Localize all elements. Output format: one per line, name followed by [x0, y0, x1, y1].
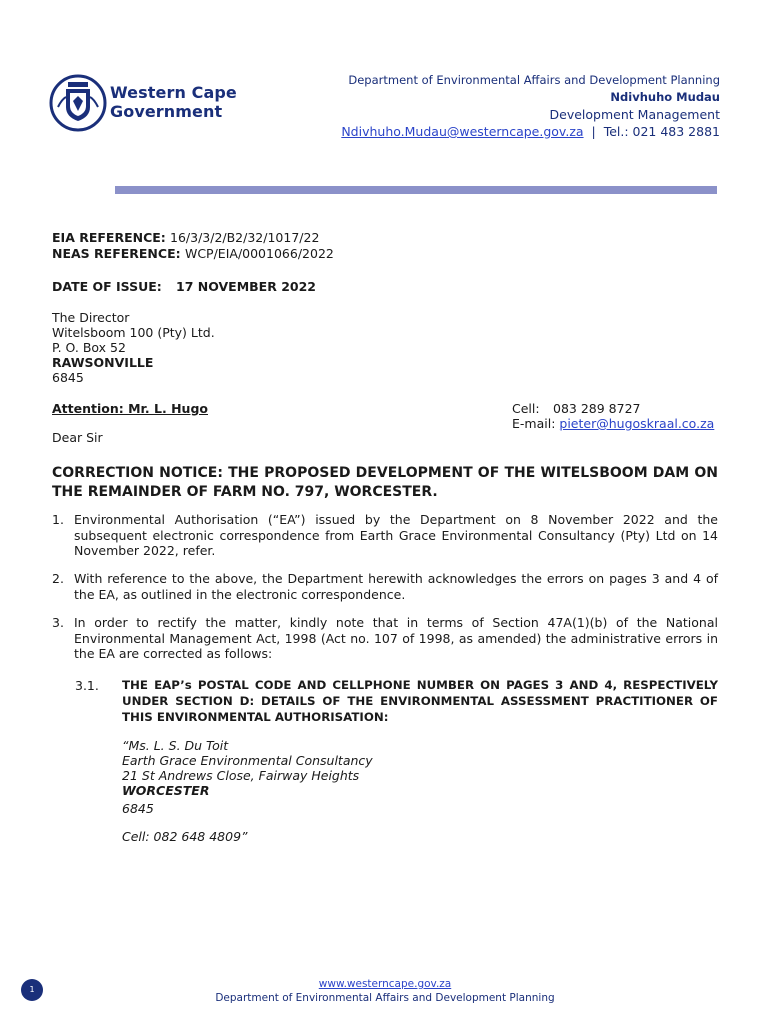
address-line: The Director	[52, 310, 130, 325]
coat-of-arms-icon	[48, 73, 108, 133]
logo-text-line2: Government	[110, 102, 223, 121]
cell-label: Cell:	[512, 401, 540, 416]
eia-reference-label: EIA REFERENCE:	[52, 230, 166, 245]
paragraph-item	[52, 615, 718, 662]
subparagraph-heading: THE EAP’s POSTAL CODE AND CELLPHONE NUMBER ON PAGES 3 AND 4, RESPECTIVELY UNDER SECTION D: DETAILS OF THE ENVIRONMENTAL ASSESSMENT PRACTITIONER OF THIS ENVIRONMENTAL AUTHORISATION:	[122, 678, 718, 724]
address-town: RAWSONVILLE	[52, 355, 154, 370]
email-label: E-mail:	[512, 416, 556, 431]
subparagraph-number: 3.1.	[75, 678, 99, 693]
salutation: Dear Sir	[52, 430, 103, 445]
footer-url-row	[0, 977, 770, 991]
paragraph-item	[52, 512, 718, 559]
date-of-issue-label: DATE OF ISSUE:	[52, 279, 162, 294]
paragraph-text: In order to rectify the matter, kindly note that in terms of Section 47A(1)(b) of the National Environmental Management Act, 1998 (Act no. 107 of 1998, as amended) the administrative errors in the EA are corrected as follows:	[74, 615, 718, 661]
footer-department: Department of Environmental Affairs and Development Planning	[215, 992, 555, 1004]
neas-reference-value: WCP/EIA/0001066/2022	[184, 246, 334, 261]
eia-reference-row	[52, 230, 319, 245]
attention-line: Attention: Mr. L. Hugo	[52, 401, 208, 416]
eap-cell: Cell: 082 648 4809”	[122, 829, 248, 844]
paragraph-number: 1.	[52, 512, 64, 527]
paragraph-number: 3.	[52, 615, 64, 630]
date-of-issue-row	[52, 279, 316, 294]
header-divider	[115, 186, 717, 194]
eap-town: WORCESTER	[122, 783, 210, 798]
neas-reference-label: NEAS REFERENCE:	[52, 246, 181, 261]
eia-reference-value: 16/3/3/2/B2/32/1017/22	[170, 230, 320, 245]
header-unit: Development Management	[549, 107, 720, 122]
eap-details	[122, 738, 373, 844]
date-of-issue-value: 17 NOVEMBER 2022	[176, 279, 316, 294]
page-number-badge: 1	[21, 979, 43, 1001]
eap-postcode: 6845	[122, 801, 154, 816]
header-separator: |	[591, 124, 596, 139]
attention-email	[512, 416, 714, 431]
address-line: Witelsboom 100 (Pty) Ltd.	[52, 325, 215, 340]
header-email-link[interactable]: Ndivhuho.Mudau@westerncape.gov.za	[341, 124, 584, 139]
footer-website-link[interactable]: www.westerncape.gov.za	[318, 978, 452, 990]
eap-company: Earth Grace Environmental Consultancy	[122, 753, 373, 768]
header-contact-line	[341, 123, 720, 140]
header-contact-name: Ndivhuho Mudau	[610, 90, 720, 104]
address-postcode: 6845	[52, 370, 84, 385]
header-tel: Tel.: 021 483 2881	[603, 124, 720, 139]
paragraph-number: 2.	[52, 571, 64, 586]
notice-title: CORRECTION NOTICE: THE PROPOSED DEVELOPMENT OF THE WITELSBOOM DAM ON THE REMAINDER OF FARM NO. 797, WORCESTER.	[52, 465, 718, 500]
government-logo	[48, 73, 248, 133]
eap-name: “Ms. L. S. Du Toit	[122, 738, 229, 753]
paragraph-text: With reference to the above, the Department herewith acknowledges the errors on pages 3 and 4 of the EA, as outlined in the electronic correspondence.	[74, 571, 718, 602]
header-department: Department of Environmental Affairs and Development Planning	[348, 73, 720, 87]
eap-street: 21 St Andrews Close, Fairway Heights	[122, 768, 360, 783]
attention-cell	[512, 401, 640, 416]
cell-value: 083 289 8727	[553, 401, 641, 416]
address-line: P. O. Box 52	[52, 340, 126, 355]
paragraph-text: Environmental Authorisation (“EA”) issued by the Department on 8 November 2022 and the subsequent electronic correspondence from Earth Grace Environmental Consultancy (Pty) Ltd on 14 November 2022, refer.	[74, 512, 718, 558]
logo-wordmark	[110, 83, 237, 121]
logo-text-line1: Western Cape	[110, 83, 237, 102]
neas-reference-row	[52, 246, 334, 261]
recipient-address	[52, 310, 215, 385]
paragraph-item	[52, 571, 718, 602]
recipient-email-link[interactable]: pieter@hugoskraal.co.za	[559, 416, 715, 431]
